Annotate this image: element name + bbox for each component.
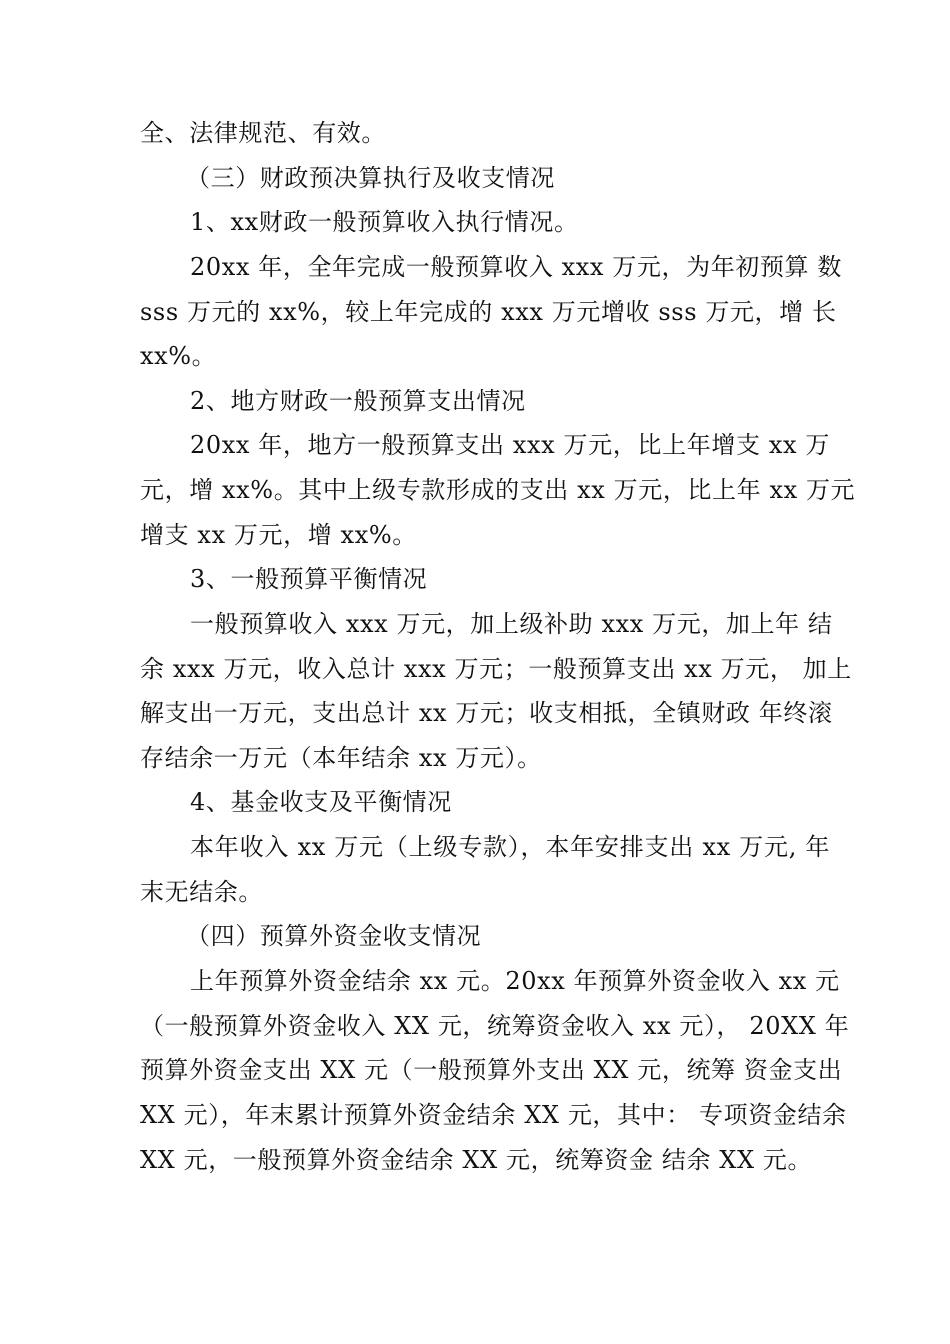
subsection-heading: 3、一般预算平衡情况 xyxy=(190,565,428,593)
text-line: 元，增 xx%。其中上级专款形成的支出 xx 万元，比上年 xx 万元 xyxy=(140,476,856,504)
text-line: XX 元），年末累计预算外资金结余 XX 元，其中： 专项资金结余 xyxy=(140,1101,847,1129)
text-line: 预算外资金支出 XX 元（一般预算外支出 XX 元，统筹 资金支出 xyxy=(140,1056,843,1084)
text-line: 一般预算收入 xxx 万元，加上级补助 xxx 万元，加上年 结 xyxy=(190,610,833,638)
text-line: 本年收入 xx 万元（上级专款），本年安排支出 xx 万元, 年 xyxy=(190,833,830,861)
text-line: 增支 xx 万元，增 xx%。 xyxy=(140,521,417,549)
text-line: xx%。 xyxy=(140,342,217,370)
section-heading: （三）财政预决算执行及收支情况 xyxy=(186,164,555,192)
subsection-heading: 1、xx财政一般预算收入执行情况。 xyxy=(190,208,579,236)
text-line: 末无结余。 xyxy=(140,878,263,906)
text-line: （一般预算外资金收入 XX 元，统筹资金收入 xx 元）， 20XX 年 xyxy=(140,1012,850,1040)
subsection-heading: 2、地方财政一般预算支出情况 xyxy=(190,387,526,415)
text-line: 20xx 年，全年完成一般预算收入 xxx 万元，为年初预算 数 xyxy=(190,253,842,281)
section-heading: （四）预算外资金收支情况 xyxy=(186,922,482,950)
text-line: 存结余一万元（本年结余 xx 万元）。 xyxy=(140,744,542,772)
text-line: 20xx 年，地方一般预算支出 xxx 万元，比上年增支 xx 万 xyxy=(190,431,830,459)
text-line: 解支出一万元，支出总计 xx 万元；收支相抵，全镇财政 年终滚 xyxy=(140,699,833,727)
text-line: sss 万元的 xx%，较上年完成的 xxx 万元增收 sss 万元，增 长 xyxy=(140,298,837,326)
text-line: 全、法律规范、有效。 xyxy=(140,119,386,147)
text-line: 上年预算外资金结余 xx 元。20xx 年预算外资金收入 xx 元 xyxy=(190,967,840,995)
subsection-heading: 4、基金收支及平衡情况 xyxy=(190,788,452,816)
text-line: 余 xxx 万元，收入总计 xxx 万元；一般预算支出 xx 万元， 加上 xyxy=(140,655,852,683)
text-line: XX 元，一般预算外资金结余 XX 元，统筹资金 结余 XX 元。 xyxy=(140,1146,813,1174)
